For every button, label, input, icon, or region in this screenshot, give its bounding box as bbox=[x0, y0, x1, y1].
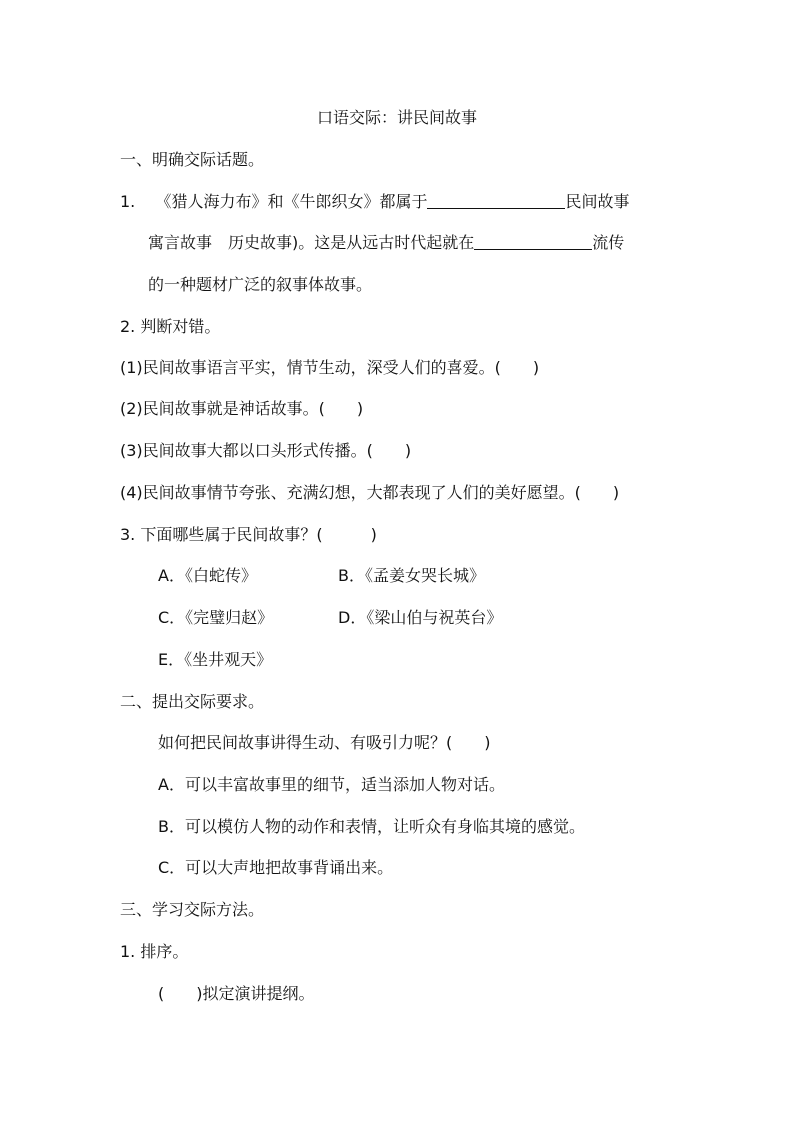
question-1-line1 bbox=[120, 192, 629, 212]
judge-item-3: (3)民间故事大都以口头形式传播。( ) bbox=[120, 441, 412, 460]
answer-blank-1[interactable] bbox=[427, 192, 565, 209]
section2-option-b: B．可以模仿人物的动作和表情，让听众有身临其境的感觉。 bbox=[158, 817, 585, 836]
question-1-text-d: 流传 bbox=[592, 233, 625, 252]
section2-heading: 二、提出交际要求。 bbox=[120, 692, 265, 711]
question-2-heading: 2. 判断对错。 bbox=[120, 317, 221, 336]
option-d: D．《梁山伯与祝英台》 bbox=[338, 608, 503, 627]
section3-item-1: ( )拟定演讲提纲。 bbox=[158, 984, 315, 1003]
option-e: E．《坐井观天》 bbox=[158, 650, 273, 669]
section2-option-c: C．可以大声地把故事背诵出来。 bbox=[158, 858, 394, 877]
question-3: 3. 下面哪些属于民间故事？( ) bbox=[120, 525, 377, 544]
question-1-text-b: 民间故事 bbox=[565, 192, 630, 211]
section2-option-a: A．可以丰富故事里的细节，适当添加人物对话。 bbox=[158, 775, 505, 794]
section2-question: 如何把民间故事讲得生动、有吸引力呢？( ) bbox=[158, 733, 491, 752]
question-1-text-c: 寓言故事 历史故事)。这是从远古时代起就在 bbox=[148, 233, 475, 252]
option-a: A．《白蛇传》 bbox=[158, 566, 257, 585]
option-b: B．《孟姜女哭长城》 bbox=[338, 566, 485, 585]
section3-question-1: 1. 排序。 bbox=[120, 942, 189, 961]
question-1-line3: 的一种题材广泛的叙事体故事。 bbox=[148, 275, 373, 294]
option-c: C．《完璧归赵》 bbox=[158, 608, 274, 627]
section1-heading: 一、明确交际话题。 bbox=[120, 150, 265, 169]
judge-item-4: (4)民间故事情节夸张、充满幻想，大都表现了人们的美好愿望。( ) bbox=[120, 483, 620, 502]
judge-item-1: (1)民间故事语言平实，情节生动，深受人们的喜爱。( ) bbox=[120, 358, 540, 377]
section3-heading: 三、学习交际方法。 bbox=[120, 900, 265, 919]
question-1-line2 bbox=[148, 233, 624, 253]
page-title: 口语交际：讲民间故事 bbox=[316, 108, 477, 127]
answer-blank-2[interactable] bbox=[474, 233, 592, 250]
question-1-number: 1. bbox=[120, 192, 136, 211]
question-1-text-a: 《猎人海力布》和《牛郎织女》都属于 bbox=[155, 192, 428, 211]
judge-item-2: (2)民间故事就是神话故事。( ) bbox=[120, 399, 364, 418]
